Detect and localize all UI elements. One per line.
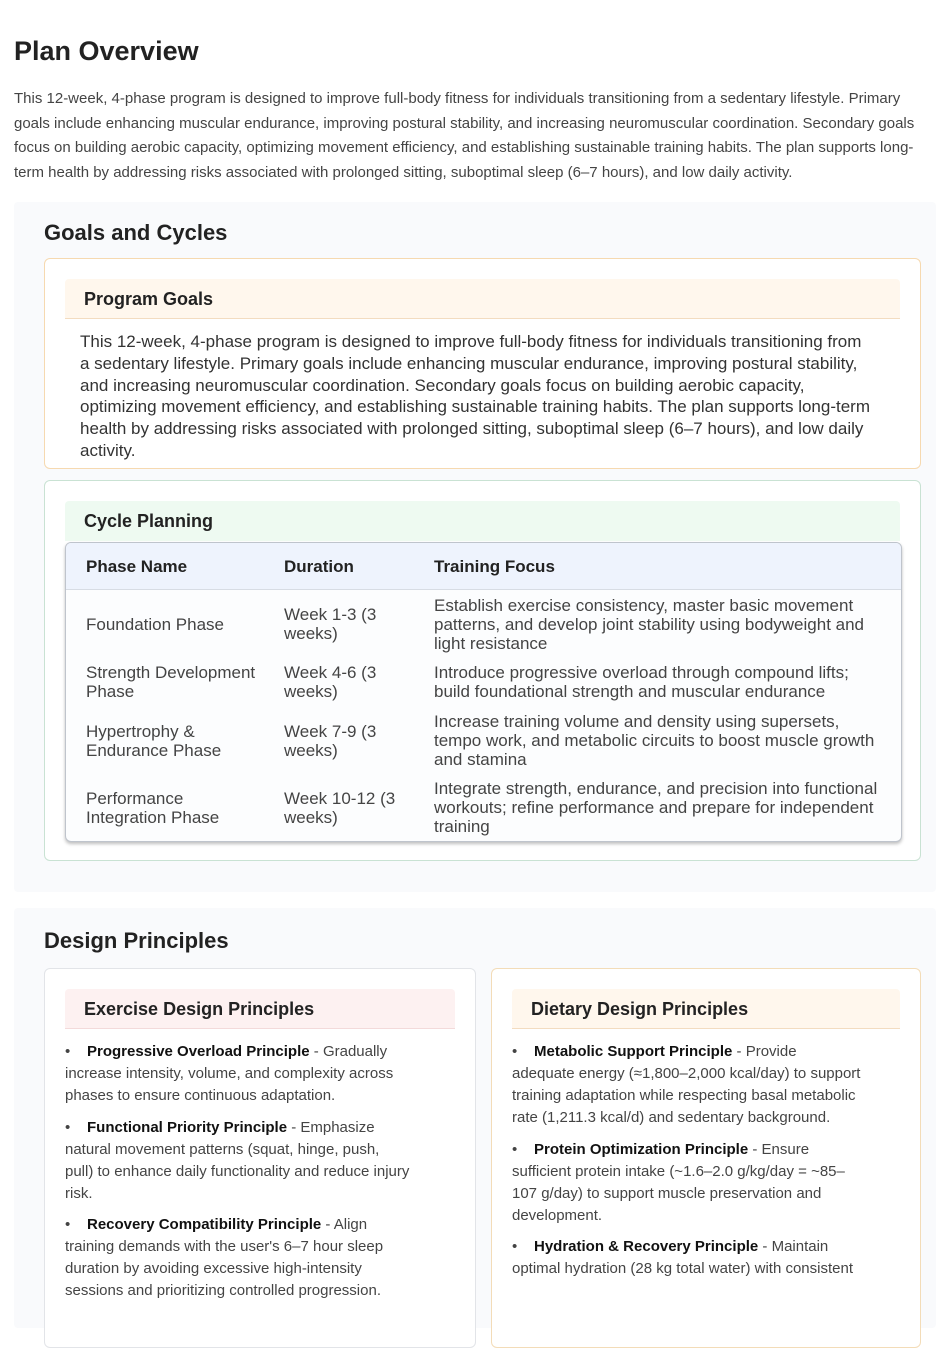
goals-and-cycles-section [14,202,936,892]
cell-focus: Introduce progressive overload through compound lifts; build foundational strength and muscular endurance [434,663,849,701]
dietary-principles-card [491,968,921,1348]
program-goals-title: Program Goals [84,289,214,309]
list-item [512,1236,862,1280]
header-duration: Duration [284,557,354,576]
cell-focus: Increase training volume and density using supersets, tempo work, and metabolic circuits to boost muscle growth and stamina [434,712,875,769]
dietary-principles-list [512,1041,862,1290]
exercise-principles-title: Exercise Design Principles [84,999,315,1019]
principle-name: Functional Priority Principle [87,1118,288,1136]
principle-text: - Maintain optimal hydration (28 kg total water) with consistent [512,1238,853,1277]
cell-focus: Establish exercise consistency, master basic movement patterns, and develop joint stability using bodyweight and light resistance [434,596,865,653]
principle-text: - Provide adequate energy (≈1,800–2,000 kcal/day) to support training adaptation while respecting basal metabolic rate (1,211.3 kcal/d) and sedentary background. [512,1043,861,1126]
principle-name: Hydration & Recovery Principle [534,1238,759,1255]
cell-phase: Foundation Phase [86,615,224,634]
goals-section-title: Goals and Cycles [44,220,228,245]
design-section-title: Design Principles [44,928,229,953]
exercise-principles-header [65,989,455,1029]
cycle-table [65,542,902,842]
cycle-planning-header [65,501,900,541]
intro-paragraph: This 12-week, 4-phase program is designed to improve full-body fitness for individuals transitioning from a sedentary lifestyle. Primary goals include enhancing muscular endurance, improving postural stability, and increasing neuromuscular coordination. Secondary goals focus on building aerobic capacity, optimizing movement efficiency, and establishing sustainable training habits. The plan supports long-term health by addressing risks associated with prolonged sitting, suboptimal sleep (6–7 hours), and low daily activity. [14,90,915,181]
principle-text: - Ensure sufficient protein intake (~1.6–2.0 g/kg/day = ~85–107 g/day) to support muscle preservation and development. [512,1140,845,1224]
list-item [512,1139,862,1227]
list-item [512,1041,862,1129]
list-item [65,1214,410,1302]
cell-duration: Week 1-3 (3 weeks) [284,605,377,643]
design-principles-section [14,908,936,1328]
cell-duration: Week 10-12 (3 weeks) [284,789,396,827]
principle-name: Progressive Overload Principle [87,1043,310,1060]
principle-text: - Align training demands with the user's 6–7 hour sleep duration by avoiding excessive high-intensity sessions and prioritizing controlled progression. [65,1216,384,1299]
exercise-principles-list [65,1041,410,1312]
principle-text: - Emphasize natural movement patterns (squat, hinge, push, pull) to enhance daily functionality and reduce injury risk. [65,1118,410,1202]
cell-phase: Performance Integration Phase [86,789,220,827]
exercise-principles-card [44,968,476,1348]
cell-focus: Integrate strength, endurance, and precision into functional workouts; refine performance and prepare for independent training [434,779,878,836]
header-phase-name: Phase Name [86,557,188,576]
page-title: Plan Overview [14,36,199,66]
cycle-planning-card [44,480,921,861]
cell-duration: Week 4-6 (3 weeks) [284,663,377,701]
principle-name: Recovery Compatibility Principle [87,1216,322,1233]
cycle-planning-title: Cycle Planning [84,511,214,531]
program-goals-card [44,258,921,469]
list-item [65,1117,410,1205]
principle-name: Metabolic Support Principle [534,1043,733,1060]
cell-phase: Hypertrophy & Endurance Phase [86,722,222,760]
program-goals-header [65,279,900,319]
principle-name: Protein Optimization Principle [534,1140,749,1158]
cycle-table-header [66,543,901,590]
list-item [65,1041,410,1107]
cell-phase: Strength Development Phase [86,663,256,701]
cell-duration: Week 7-9 (3 weeks) [284,722,377,760]
program-goals-text: This 12-week, 4-phase program is designed to improve full-body fitness for individuals transitioning from a sedentary lifestyle. Primary goals include enhancing muscular endurance, improving postural stability, and increasing neuromuscular coordination. Secondary goals focus on building aerobic capacity, optimizing movement efficiency, and establishing sustainable training habits. The plan supports long-term health by addressing risks associated with prolonged sitting, suboptimal sleep (6–7 hours), and low daily activity. [80,332,870,460]
header-training-focus: Training Focus [434,557,555,576]
principle-text: - Gradually increase intensity, volume, and complexity across phases to ensure continuous adaptation. [65,1043,394,1104]
dietary-principles-title: Dietary Design Principles [531,999,749,1019]
dietary-principles-header [512,989,900,1029]
